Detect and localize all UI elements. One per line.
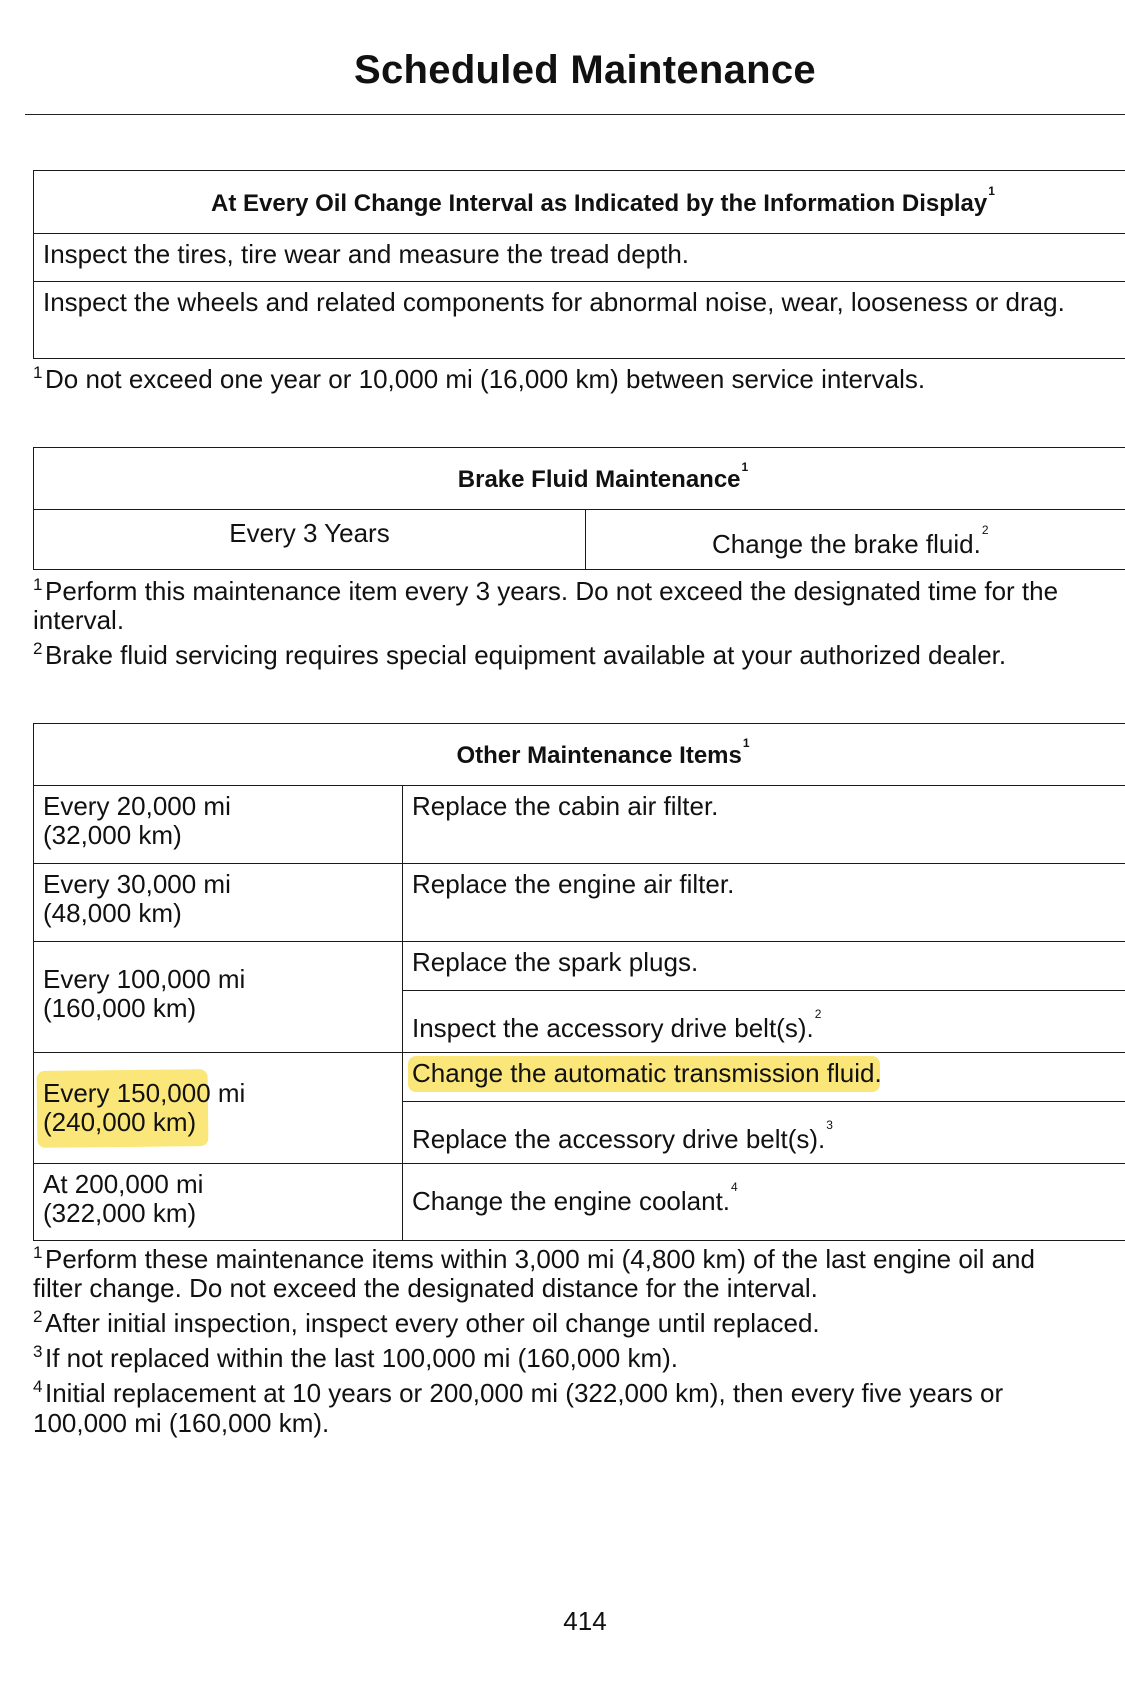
brake-table-header: Brake Fluid Maintenance$^1$ <box>34 448 1125 510</box>
brake-interval-cell: Every 3 Years <box>34 510 586 570</box>
interval-cell: At 200,000 mi (322,000 km) <box>34 1164 403 1241</box>
brake-action-cell: Change the brake fluid.$^2$ <box>586 510 1125 570</box>
maintenance-item: Replace the cabin air filter. <box>403 786 1125 864</box>
page-number: 414 <box>563 1606 607 1636</box>
footnote: 1 Perform these maintenance items within 3,000 mi (4,800 km) of the last engine oil and filter change. Do not exceed the designated distance for the interval. <box>33 1243 1035 1304</box>
table-row: Inspect the tires, tire wear and measure the tread depth. <box>34 234 1125 282</box>
interval-cell: Every 100,000 mi (160,000 km) <box>34 942 403 1053</box>
oil-table-header: At Every Oil Change Interval as Indicated by the Information Display$^1$ <box>34 171 1125 234</box>
maintenance-item: Inspect the accessory drive belt(s).$^2$ <box>403 991 1125 1053</box>
interval-cell: Every 20,000 mi (32,000 km) <box>34 786 403 864</box>
footnote-marker: 1 <box>742 736 750 751</box>
footnote-marker: 2 <box>981 523 989 537</box>
brake-fluid-table <box>33 447 1125 570</box>
other-table-footnotes <box>33 1245 1125 1438</box>
page-title: Scheduled Maintenance <box>354 48 816 92</box>
interval-cell-highlighted <box>34 1053 403 1164</box>
maintenance-item: Change the engine coolant.$^4$ <box>403 1164 1125 1241</box>
oil-table-footnotes <box>33 365 1125 394</box>
footnote: 1 Perform this maintenance item every 3 years. Do not exceed the designated time for the interval. <box>33 575 1059 636</box>
interval-cell: Every 30,000 mi (48,000 km) <box>34 864 403 942</box>
footnote-marker: 1 <box>741 460 749 475</box>
brake-table-footnotes <box>33 577 1125 670</box>
maintenance-item: Replace the spark plugs. <box>403 942 1125 991</box>
maintenance-item: Replace the engine air filter. <box>403 864 1125 942</box>
oil-change-table <box>33 170 1125 359</box>
highlight-mark: Change the automatic transmission fluid. <box>412 1058 882 1088</box>
highlight-mark: Every 150,000 mi (240,000 km) <box>43 1077 246 1137</box>
footnote: 1 Do not exceed one year or 10,000 mi (16,000 km) between service intervals. <box>33 363 926 394</box>
footnote-marker: 4 <box>731 1180 738 1195</box>
footnote: 2 After initial inspection, inspect every other oil change until replaced. <box>33 1307 820 1339</box>
footnote: 2 Brake fluid servicing requires special equipment available at your authorized dealer. <box>33 639 1007 671</box>
table-row: Inspect the wheels and related components for abnormal noise, wear, looseness or drag. <box>34 282 1125 359</box>
other-table-header: Other Maintenance Items$^1$ <box>34 724 1125 786</box>
maintenance-item-highlighted <box>403 1053 1125 1102</box>
footnote: 4 Initial replacement at 10 years or 200,000 mi (322,000 km), then every five years or 100,000 mi (160,000 km). <box>33 1377 1004 1438</box>
footnote: 3 If not replaced within the last 100,000 mi (160,000 km). <box>33 1342 679 1374</box>
title-divider <box>25 114 1125 115</box>
maintenance-item: Replace the accessory drive belt(s).$^3$ <box>403 1102 1125 1164</box>
other-maintenance-table <box>33 723 1125 1241</box>
footnote-marker: 1 <box>988 183 995 198</box>
footnote-marker: 3 <box>826 1117 833 1132</box>
footnote-marker: 2 <box>814 1006 822 1021</box>
